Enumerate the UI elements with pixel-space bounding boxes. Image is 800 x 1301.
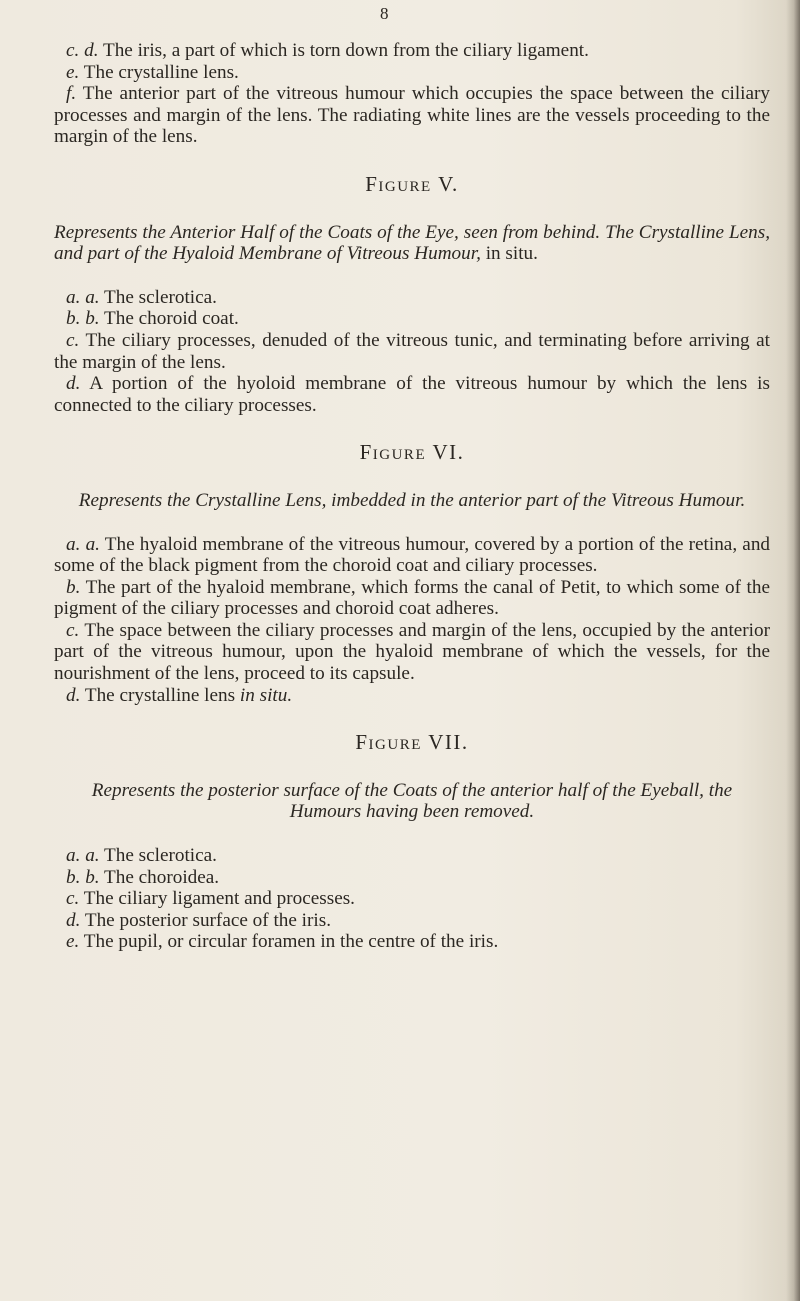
figure-5-caption-italic: Represents the Anterior Half of the Coats of the Eye, seen from behind. The Crystalline Lens, and part of the Hyaloid Membrane of Vitreous Humour, [54,221,770,265]
item-label: f. [66,83,77,105]
item-text: The sclerotica. [104,845,217,867]
item-text: The ciliary processes, denuded of the vitreous tunic, and terminating before arriving at the margin of the lens. [54,329,770,373]
legend-item [54,308,770,330]
legend-item [54,620,770,685]
item-text: The iris, a part of which is torn down from the ciliary ligament. [102,40,589,61]
page-content [54,40,770,953]
item-text: The part of the hyaloid membrane, which forms the canal of Petit, to which some of the pigment of the ciliary processes and choroid coat adheres. [54,576,770,620]
legend-item [54,867,770,889]
figure-5-heading: Figure V. [365,171,459,196]
legend-item [54,62,770,84]
item-text: The ciliary ligament and processes. [83,888,355,910]
item-label: c. d. [66,40,99,61]
figure-7-heading: Figure VII. [355,730,469,755]
binding-edge-shadow [786,0,800,1301]
item-text: A portion of the hyoloid membrane of the vitreous humour by which the lens is connected to the ciliary processes. [54,373,770,416]
item-label: d. [66,684,81,706]
item-text: The choroidea. [104,866,220,888]
item-label: d. [66,373,81,395]
figure-5-caption-rest: in situ. [485,243,538,265]
item-text: The sclerotica. [104,286,217,308]
legend-item [54,888,770,910]
legend-item [54,577,770,620]
legend-item [54,330,770,373]
item-label: d. [66,909,81,931]
legend-item [54,910,770,932]
item-label: c. [66,888,80,910]
item-label: a. a. [66,286,100,308]
legend-item [54,685,770,707]
item-label: b. [66,576,81,598]
item-label: e. [66,61,80,83]
item-label: c. [66,619,80,641]
item-text: The crystalline lens [84,684,236,706]
item-label: b. b. [66,866,100,888]
legend-item [54,373,770,416]
legend-item [54,83,770,148]
item-italic-tail: in situ. [239,684,293,706]
legend-item [54,534,770,577]
legend-item [54,40,770,62]
item-text: The posterior surface of the iris. [84,909,331,931]
figure-5-caption [54,222,770,265]
item-text: The pupil, or circular foramen in the centre of the iris. [83,931,499,953]
item-text: The crystalline lens. [83,61,239,83]
item-text: The choroid coat. [104,308,239,330]
figure-6-caption: Represents the Crystalline Lens, imbedded in the anterior part of the Vitreous Humour. [78,489,746,511]
figure-7-caption: Represents the posterior surface of the Coats of the anterior half of the Eyeball, the Humours having been removed. [91,779,733,823]
item-label: a. a. [66,533,100,555]
figure-6-heading: Figure VI. [359,440,465,465]
item-label: e. [66,931,80,953]
legend-item [54,845,770,867]
legend-item [54,931,770,953]
item-text: The hyaloid membrane of the vitreous humour, covered by a portion of the retina, and some of the black pigment from the choroid coat and ciliary processes. [54,533,771,577]
item-text: The space between the ciliary processes and margin of the lens, occupied by the anterior part of the vitreous humour, upon the hyaloid membrane of which the vessels, for the nourishment of the lens, proceed to its capsule. [54,619,770,685]
item-label: a. a. [66,845,100,867]
item-text: The anterior part of the vitreous humour which occupies the space between the ciliary processes and margin of the lens. The radiating white lines are the vessels proceeding to the margin of the lens. [54,83,770,148]
legend-item [54,287,770,309]
page-number: 8 [380,4,390,23]
item-label: c. [66,329,80,351]
item-label: b. b. [66,308,100,330]
